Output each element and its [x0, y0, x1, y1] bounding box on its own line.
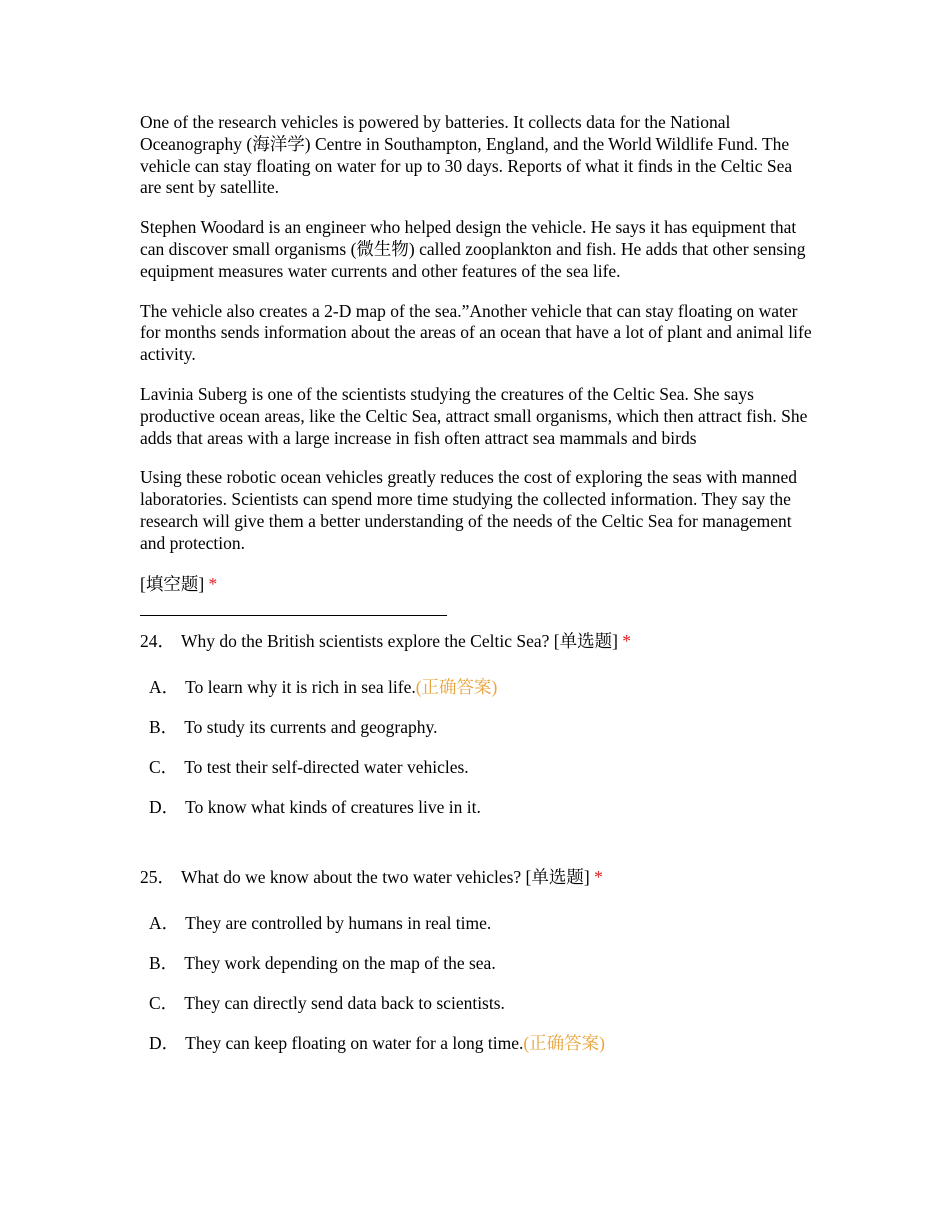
correct-answer-label: (正确答案): [415, 676, 498, 697]
option-a[interactable]: [149, 676, 815, 698]
passage-paragraph-2: Stephen Woodard is an engineer who helped design the vehicle. He says it has equipment that can discover small organisms (微生物) called zooplankton and fish. He adds that other sensing equipment measures water currents and other features of the sea life.: [140, 217, 806, 281]
question-type-label: [单选题]: [525, 866, 590, 887]
question-stem: [140, 866, 815, 888]
question-number: 25．: [140, 866, 175, 887]
passage-paragraph-5: Using these robotic ocean vehicles greatly reduces the cost of exploring the seas with manned laboratories. Scientists can spend more time studying the collected information. They say the research will give them a better understanding of the needs of the Celtic Sea for management and protection.: [140, 467, 798, 553]
fill-blank-answer-line[interactable]: [140, 595, 447, 616]
required-mark: *: [208, 573, 218, 594]
option-letter: B．: [149, 952, 179, 973]
required-mark: *: [594, 866, 603, 887]
passage-paragraph-3: The vehicle also creates a 2-D map of the sea.”Another vehicle that can stay floating on water for months sends information about the areas of an ocean that have a lot of plant and animal life activity.: [140, 300, 812, 365]
option-text: They work depending on the map of the sea.: [184, 952, 496, 973]
option-letter: A．: [149, 676, 180, 697]
option-a[interactable]: [149, 912, 815, 934]
option-text: They can directly send data back to scientists.: [184, 992, 505, 1013]
document-page: [140, 112, 815, 1072]
question-type-label: [单选题]: [553, 630, 618, 651]
question-stem: [140, 630, 815, 652]
option-c[interactable]: [149, 756, 815, 778]
option-text: To test their self-directed water vehicles.: [184, 756, 469, 777]
required-mark: *: [622, 630, 632, 651]
correct-answer-label: (正确答案): [523, 1032, 606, 1053]
option-text: They can keep floating on water for a long time.: [185, 1032, 524, 1053]
option-text: To study its currents and geography.: [184, 716, 438, 737]
option-letter: C．: [149, 992, 179, 1013]
option-letter: D．: [149, 796, 180, 817]
question-text: Why do the British scientists explore the Celtic Sea?: [181, 630, 550, 651]
passage-paragraph-1: One of the research vehicles is powered by batteries. It collects data for the National Oceanography (海洋学) Centre in Southampton, England, and the World Wildlife Fund. The vehicle can stay floating on water for up to 30 days. Reports of what it finds in the Celtic Sea are sent by satellite.: [140, 112, 793, 198]
question-24: [140, 630, 815, 818]
option-b[interactable]: [149, 952, 815, 974]
passage-paragraph-4: Lavinia Suberg is one of the scientists studying the creatures of the Celtic Sea. She says productive ocean areas, like the Celtic Sea, attract small organisms, which then attract fish. She adds that areas with a large increase in fish often attract sea mammals and birds: [140, 383, 808, 448]
question-25: [140, 866, 815, 1054]
option-b[interactable]: [149, 716, 815, 738]
option-letter: C．: [149, 756, 179, 777]
question-number: 24．: [140, 630, 175, 651]
option-text: To know what kinds of creatures live in it.: [185, 796, 481, 817]
option-text: They are controlled by humans in real time.: [185, 912, 492, 933]
question-text: What do we know about the two water vehicles?: [181, 866, 522, 887]
option-letter: B．: [149, 716, 179, 737]
fill-blank-question: [140, 573, 815, 595]
option-letter: D．: [149, 1032, 180, 1053]
option-c[interactable]: [149, 992, 815, 1014]
option-letter: A．: [149, 912, 180, 933]
question-type-label: [填空题]: [140, 573, 205, 594]
question-spacer: [140, 836, 815, 866]
option-d[interactable]: [149, 1032, 815, 1054]
option-text: To learn why it is rich in sea life.: [185, 676, 416, 697]
option-d[interactable]: [149, 796, 815, 818]
